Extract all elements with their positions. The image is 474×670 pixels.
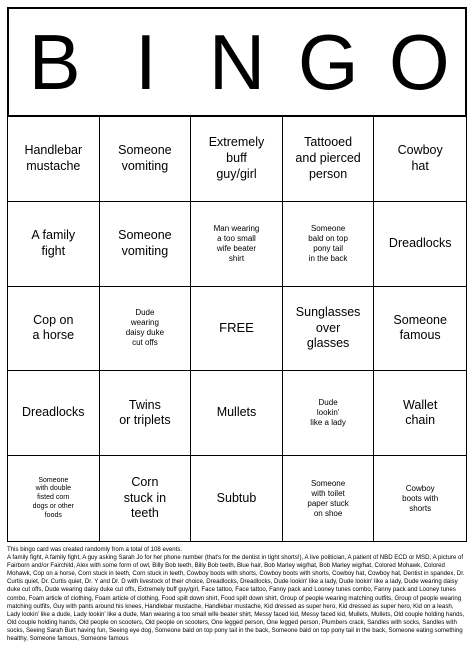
bingo-cell: Sunglasses over glasses [283,287,375,372]
footer-intro: This bingo card was created randomly from a total of 108 events. [7,546,183,553]
bingo-cell: Twins or triplets [100,371,192,456]
bingo-grid [7,117,467,542]
bingo-cell: Extremely buff guy/girl [191,117,283,202]
bingo-cell: Handlebar mustache [8,117,100,202]
bingo-cell: Dude wearing daisy duke cut offs [100,287,192,372]
bingo-cell: Someone famous [374,287,466,372]
header-letter-n: N [208,18,266,106]
bingo-cell: Dreadlocks [8,371,100,456]
bingo-cell: Mullets [191,371,283,456]
bingo-cell: A family fight [8,202,100,287]
header-letter-i: I [134,18,157,106]
bingo-cell: Someone bald on top pony tail in the back [283,202,375,287]
header-letter-o: O [389,18,450,106]
bingo-cell: Man wearing a too small wife beater shirt [191,202,283,287]
bingo-cell: Dreadlocks [374,202,466,287]
header-letter-b: B [28,18,81,106]
card-footer [7,546,467,643]
bingo-cell: Someone vomiting [100,117,192,202]
bingo-cell: Wallet chain [374,371,466,456]
bingo-card [7,7,467,542]
bingo-cell: Dude lookin' like a lady [283,371,375,456]
bingo-cell: Cowboy hat [374,117,466,202]
bingo-cell: Corn stuck in teeth [100,456,192,541]
bingo-cell: Someone with double fisted corn dogs or other foods [8,456,100,541]
header-letter-g: G [297,18,359,106]
bingo-cell: Cowboy boots with shorts [402,483,439,513]
bingo-cell: Subtub [191,456,283,541]
bingo-cell: Someone with toilet paper stuck on shoe [283,456,375,541]
bingo-cell: Someone vomiting [100,202,192,287]
bingo-header [7,7,467,117]
free-space: FREE [191,287,283,372]
bingo-cell: Cop on a horse [8,287,100,372]
footer-event-list: A family fight, A family fight, A guy asking Sarah Jo for her phone number (that's for the dentist in tight shorts!), A live politician, A patient of NBD ECD or MSD, A picture of Fairborn and/or Fairchild, Alex with some form of owl, Billy Bob teeth, Billy Bob teeth, Blue hair, Bob Marley wig/hat, Bob Marley wig/hat, Colored Mohawk, Colored Mohawk, Cop on a horse, Corn stuck in teeth, Corn stuck in teeth, Cowboy boots with shorts, Cowboy boots with shorts, Cowboy hat, Cowboy hat, Dentist in spandex, Dr. Curtis quiet, Dr. Curtis quiet, Dr. Y and Dr. D with livestock of their choice, Dreadlocks, Dreadlocks, Dude lookin' like a lady, Dude lookin' like a lady, Dude wearing daisy duke cut offs, Dude wearing daisy duke cut offs, Extremely buff guy/girl, Face tattoo, Face tattoo, Fanny pack and Looney tunes combo, Fanny pack and Looney tunes combo, Foam article of clothing, Foam article of clothing, Food spilt down shirt, Food spilt down shirt, Group of people wearing matching outfits, Group of people wearing matching outfits, Guy with pants around his knees, Handlebar mustache, Handlebar mustache, Kid dressed as super hero, Kid dressed as super hero, Kid on a leash, Lady lookin' like a dude, Lady lookin' like a dude, Man wearing a too small wife beater shirt, Messy faced kid, Messy faced kid, Mullets, Mullets, Old couple holding hands, Old couple holding hands, Old people on scooters, Old people on scooters, One legged person, One legged person, Plumbers crack, Sandles with socks, Sandles with socks, Seeing Sarah Burt having fun, Seeing eye dog, Someone bald on top pony tail in the back, Someone bald on top pony tail in the back, Someone eating something healthy, Someone famous, Someone famous [7,554,465,643]
bingo-cell: Tattooed and pierced person [283,117,375,202]
